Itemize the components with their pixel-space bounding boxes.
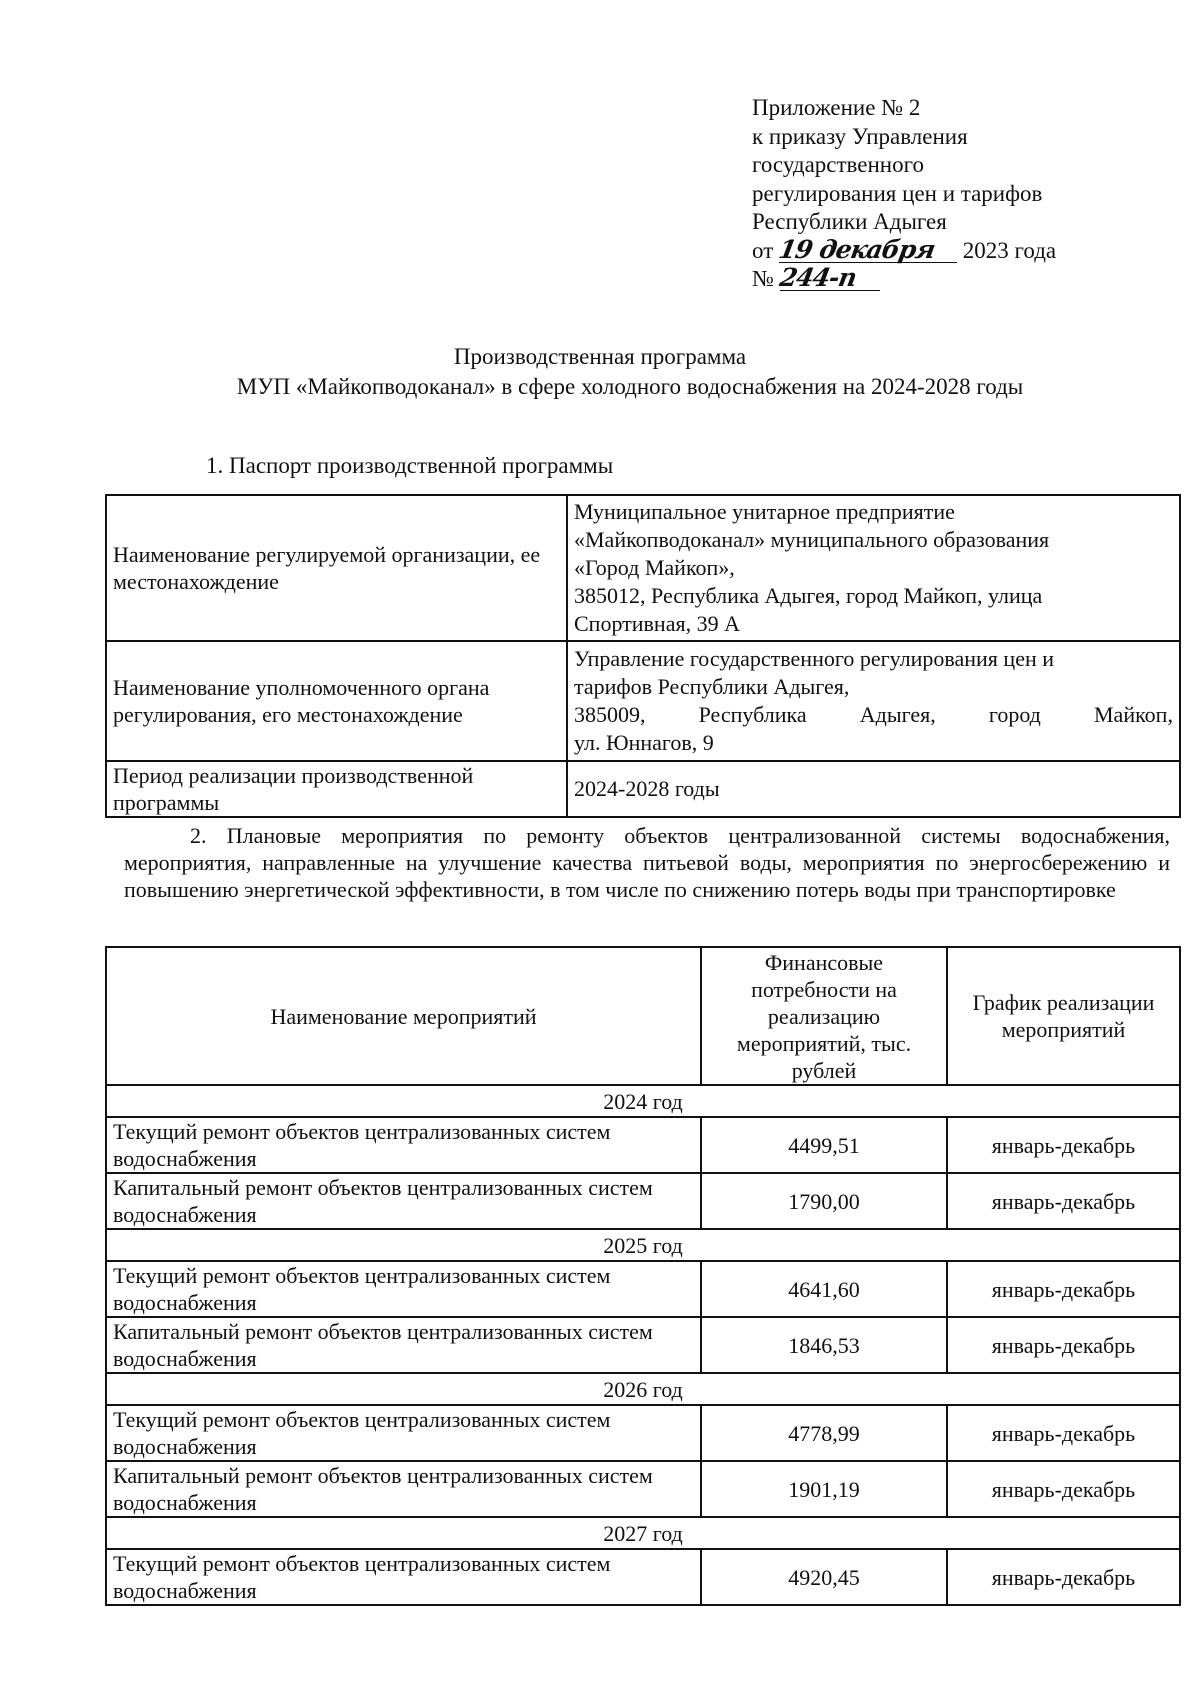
handwritten-date: 19 декабря [776,234,937,264]
passport-value [567,641,1180,761]
handwritten-number: 244-п [777,263,859,292]
measure-name: Капитальный ремонт объектов централизованных систем водоснабжения [106,1173,701,1229]
date-suffix: 2023 года [962,237,1057,263]
measure-amount: 4499,51 [701,1117,947,1173]
value-line: ул. Юннагов, 9 [574,730,714,755]
measure-amount: 4641,60 [701,1261,947,1317]
measure-name: Текущий ремонт объектов централизованных систем водоснабжения [106,1405,701,1461]
value-line: «Город Майкоп», [574,555,735,580]
year-label: 2026 год [106,1373,1180,1405]
measure-name: Текущий ремонт объектов централизованных систем водоснабжения [106,1549,701,1605]
measure-schedule: январь-декабрь [947,1549,1180,1605]
table-row [106,1117,1180,1173]
passport-table [105,494,1181,818]
document-subtitle: МУП «Майкопводоканал» в сфере холодного водоснабжения на 2024-2028 годы [236,374,1024,399]
header-finance: Финансовые потребности на реализацию мероприятий, тыс. рублей [701,947,947,1085]
table-row [106,1317,1180,1373]
measure-name: Капитальный ремонт объектов централизованных систем водоснабжения [106,1317,701,1373]
measures-table [105,946,1181,1606]
year-label: 2027 год [106,1517,1180,1549]
passport-value: 2024-2028 годы [567,761,1180,817]
appendix-line: регулирования цен и тарифов [752,180,1043,206]
measure-amount: 1790,00 [701,1173,947,1229]
table-row [106,761,1180,817]
measure-name: Текущий ремонт объектов централизованных систем водоснабжения [106,1261,701,1317]
measure-schedule: январь-декабрь [947,1317,1180,1373]
measure-amount: 1901,19 [701,1461,947,1517]
section2-paragraph [124,822,1170,903]
passport-value [567,495,1180,641]
table-header-row [106,947,1180,1085]
header-name: Наименование мероприятий [106,947,701,1085]
measure-name: Текущий ремонт объектов централизованных систем водоснабжения [106,1117,701,1173]
passport-label: Наименование регулируемой организации, ее местонахождение [106,495,567,641]
measure-schedule: январь-декабрь [947,1117,1180,1173]
value-word: Адыгея, [859,702,936,727]
table-row [106,641,1180,761]
table-row [106,1261,1180,1317]
measure-schedule: январь-декабрь [947,1173,1180,1229]
year-row [106,1085,1180,1117]
year-row [106,1517,1180,1549]
appendix-line: Приложение № 2 [752,95,921,120]
value-line: «Майкопводоканал» муниципального образования [574,527,1050,552]
table-row [106,495,1180,641]
value-word: Майкоп, [1094,702,1173,727]
value-line: тарифов Республики Адыгея, [574,674,850,699]
appendix-line: Республики Адыгея [752,209,947,234]
measure-name: Капитальный ремонт объектов централизованных систем водоснабжения [106,1461,701,1517]
table-row [106,1405,1180,1461]
table-row [106,1173,1180,1229]
year-label: 2025 год [106,1229,1180,1261]
number-prefix: № [752,266,774,291]
section2-text: 2. Плановые мероприятия по ремонту объектов централизованной системы водоснабжения, мероприятия, направленные на улучшение качества питьевой воды, мероприятия по энергосбережению и повышению энергетической эффективности, в том числе по снижению потерь воды при транспортировке [124,823,1170,902]
value-word: 385009, [574,702,646,727]
measure-schedule: январь-декабрь [947,1461,1180,1517]
appendix-line: к приказу Управления [752,123,968,149]
measure-amount: 4920,45 [701,1549,947,1605]
header-schedule: График реализации мероприятий [947,947,1180,1085]
measure-schedule: январь-декабрь [947,1405,1180,1461]
document-title: Производственная программа [453,344,747,369]
value-line: 385012, Республика Адыгея, город Майкоп, улица [574,583,1043,608]
appendix-header [752,94,1092,294]
value-line: Спортивная, 39 А [574,611,740,636]
table-row [106,1549,1180,1605]
year-row [106,1373,1180,1405]
passport-label: Наименование уполномоченного органа регулирования, его местонахождение [106,641,567,761]
year-row [106,1229,1180,1261]
measure-schedule: январь-декабрь [947,1261,1180,1317]
passport-label: Период реализации производственной программы [106,761,567,817]
date-prefix: от [752,237,774,263]
appendix-date [752,234,1092,266]
passport-heading: 1. Паспорт производственной программы [206,453,614,478]
table-row [106,1461,1180,1517]
value-line-justified [574,701,1173,729]
appendix-line: государственного [752,152,924,177]
value-line: Муниципальное унитарное предприятие [574,499,955,524]
value-word: город [988,702,1041,727]
appendix-number [752,265,1092,294]
value-word: Республика [698,702,807,727]
year-label: 2024 год [106,1085,1180,1117]
measure-amount: 4778,99 [701,1405,947,1461]
measure-amount: 1846,53 [701,1317,947,1373]
value-line: Управление государственного регулирования цен и [574,646,1055,671]
